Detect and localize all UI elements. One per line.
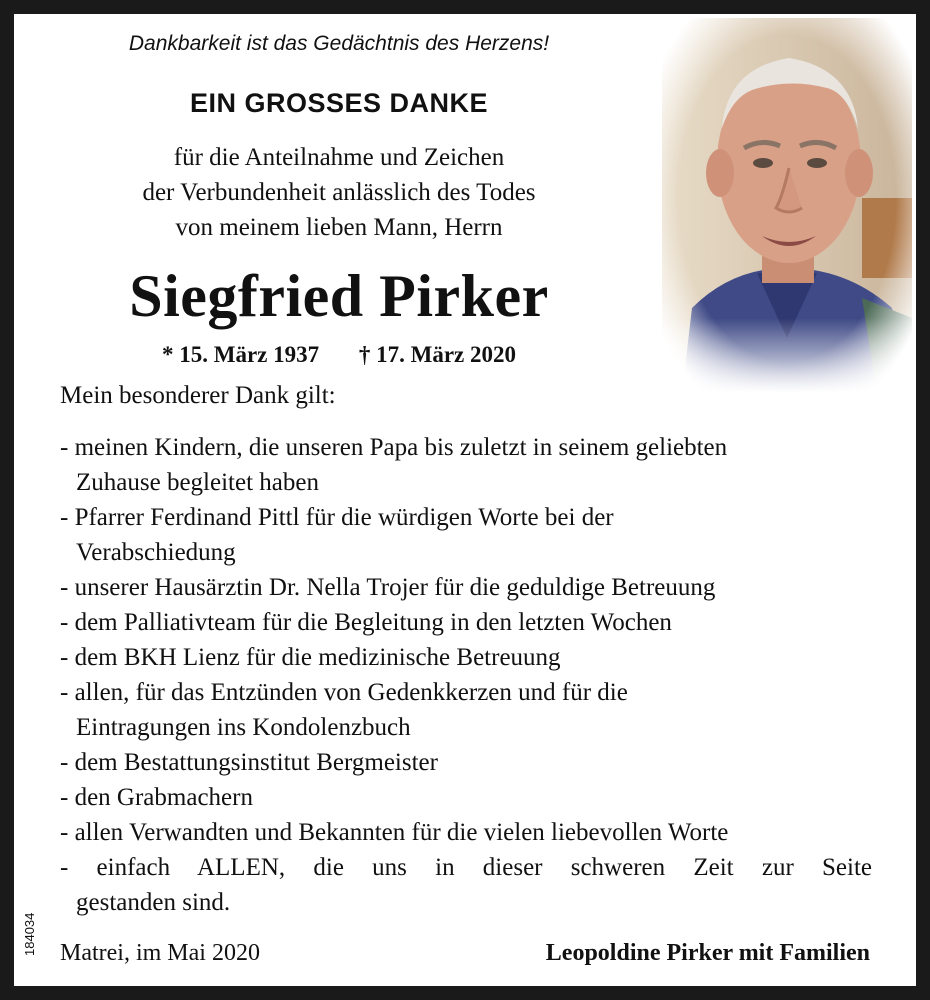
portrait-photo	[662, 18, 912, 393]
list-item-line: - den Grabmachern	[60, 784, 253, 811]
list-item	[60, 570, 872, 605]
list-item-line: - allen, für das Entzünden von Gedenkkerzen und für die	[60, 679, 628, 706]
birth-date: * 15. März 1937	[161, 342, 320, 367]
obituary-card	[14, 14, 916, 986]
list-item-line: - Pfarrer Ferdinand Pittl für die würdigen Worte bei der	[60, 504, 614, 531]
intro-line: von meinem lieben Mann, Herrn	[175, 214, 503, 241]
list-item	[60, 675, 872, 745]
list-item-line: - meinen Kindern, die unseren Papa bis zuletzt in seinem geliebten	[60, 434, 728, 461]
list-item-line: - allen Verwandten und Bekannten für die vielen liebevollen Worte	[60, 819, 729, 846]
list-item-line: Verabschiedung	[76, 539, 236, 566]
list-item	[60, 745, 872, 780]
deceased-name: Siegfried Pirker	[129, 263, 549, 329]
headline: EIN GROSSES DANKE	[189, 88, 489, 118]
list-item-line: - dem Palliativteam für die Begleitung in den letzten Wochen	[60, 609, 672, 636]
ad-id: 184034	[22, 912, 37, 956]
thanks-label: Mein besonderer Dank gilt:	[60, 382, 336, 409]
list-item	[60, 850, 872, 920]
intro-text	[14, 140, 664, 245]
list-item-line: - unserer Hausärztin Dr. Nella Trojer für die geduldige Betreuung	[60, 574, 716, 601]
death-date: † 17. März 2020	[358, 342, 517, 367]
thanks-list	[60, 430, 872, 920]
list-item-line: - dem Bestattungsinstitut Bergmeister	[60, 749, 438, 776]
place-date: Matrei, im Mai 2020	[60, 940, 260, 966]
list-item	[60, 605, 872, 640]
signature: Leopoldine Pirker mit Familien	[545, 940, 870, 966]
list-item	[60, 815, 872, 850]
list-item	[60, 780, 872, 815]
list-item	[60, 500, 872, 570]
motto: Dankbarkeit ist das Gedächtnis des Herzens!	[128, 32, 550, 55]
list-item-line: - dem BKH Lienz für die medizinische Betreuung	[60, 644, 561, 671]
list-item-line: Eintragungen ins Kondolenzbuch	[76, 714, 411, 741]
list-item-line: gestanden sind.	[76, 889, 231, 916]
list-item	[60, 430, 872, 500]
list-item-line: Zuhause begleitet haben	[76, 469, 319, 496]
intro-line: der Verbundenheit anlässlich des Todes	[142, 179, 536, 206]
list-item-line: - einfach ALLEN, die uns in dieser schweren Zeit zur Seite	[60, 854, 872, 881]
life-dates	[14, 342, 664, 368]
intro-line: für die Anteilnahme und Zeichen	[173, 144, 505, 171]
list-item	[60, 640, 872, 675]
